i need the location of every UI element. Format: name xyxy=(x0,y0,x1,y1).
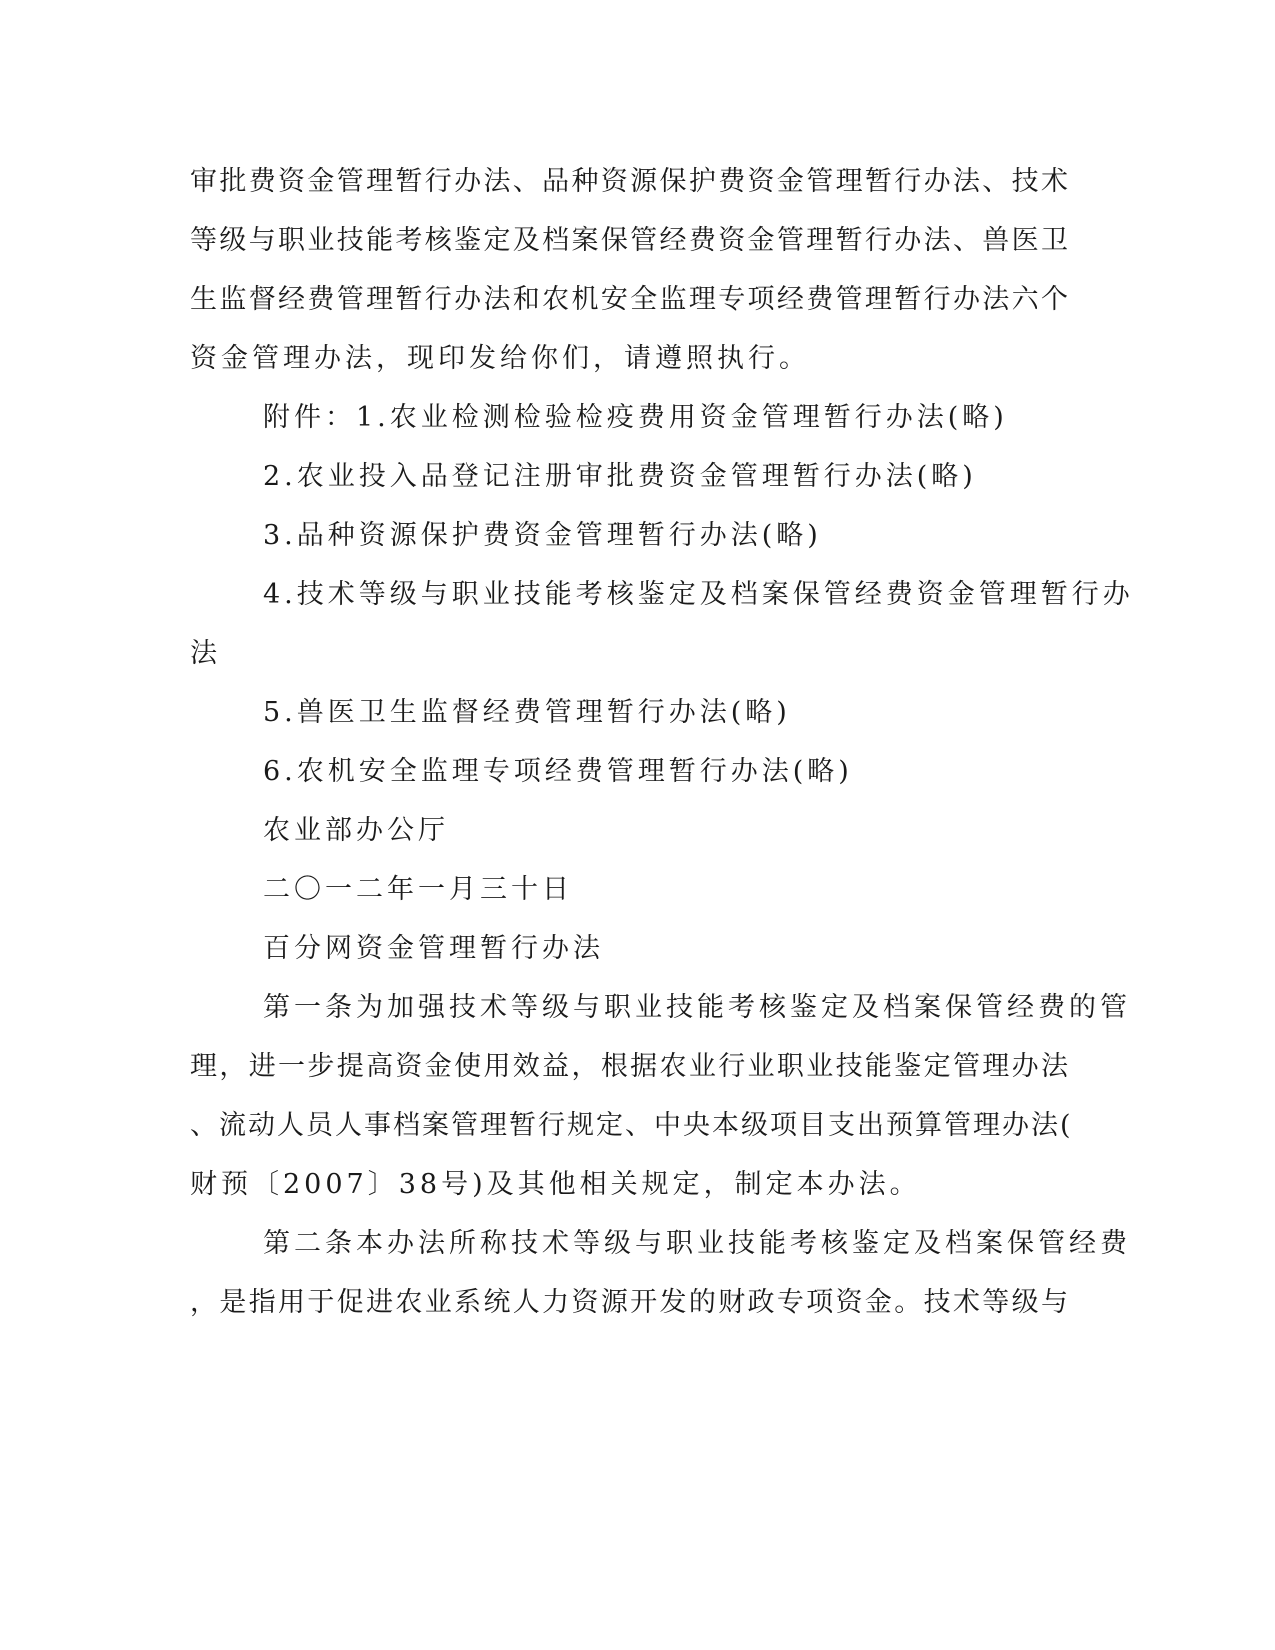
article-line: 第二条本办法所称技术等级与职业技能考核鉴定及档案保管经费 xyxy=(263,1228,1131,1259)
text-line: 等级与职业技能考核鉴定及档案保管经费资金管理暂行办法、兽医卫 xyxy=(190,225,1070,256)
attachment-line: 3.品种资源保护费资金管理暂行办法(略) xyxy=(263,520,822,551)
attachment-line: 2.农业投入品登记注册审批费资金管理暂行办法(略) xyxy=(263,461,977,492)
attachment-line: 4.技术等级与职业技能考核鉴定及档案保管经费资金管理暂行办 xyxy=(263,579,1134,610)
text-line: 资金管理办法，现印发给你们，请遵照执行。 xyxy=(190,343,810,374)
attachment-line: 5.兽医卫生监督经费管理暂行办法(略) xyxy=(263,697,791,728)
text-line: 理，进一步提高资金使用效益，根据农业行业职业技能鉴定管理办法 xyxy=(190,1051,1070,1082)
issue-date: 二〇一二年一月三十日 xyxy=(263,874,573,905)
text-line: 生监督经费管理暂行办法和农机安全监理专项经费管理暂行办法六个 xyxy=(190,284,1070,315)
text-line: 法 xyxy=(190,638,221,669)
text-line: ，是指用于促进农业系统人力资源开发的财政专项资金。技术等级与 xyxy=(190,1287,1070,1318)
attachment-line: 附件：1.农业检测检验检疫费用资金管理暂行办法(略) xyxy=(263,402,1008,433)
text-line: 财预〔2007〕38号)及其他相关规定，制定本办法。 xyxy=(190,1169,921,1200)
issuer: 农业部办公厅 xyxy=(263,815,449,846)
article-line: 第一条为加强技术等级与职业技能考核鉴定及档案保管经费的管 xyxy=(263,992,1131,1023)
text-line: 审批费资金管理暂行办法、品种资源保护费资金管理暂行办法、技术 xyxy=(190,166,1070,197)
section-title: 百分网资金管理暂行办法 xyxy=(263,933,604,964)
text-line: 、流动人员人事档案管理暂行规定、中央本级项目支出预算管理办法( xyxy=(190,1110,1073,1141)
attachment-line: 6.农机安全监理专项经费管理暂行办法(略) xyxy=(263,756,853,787)
